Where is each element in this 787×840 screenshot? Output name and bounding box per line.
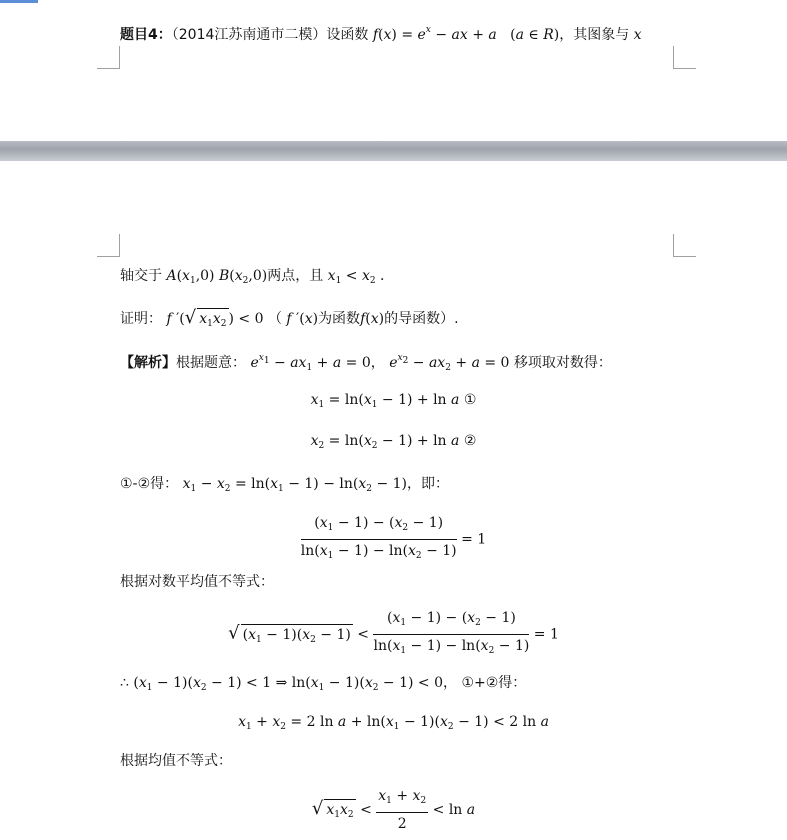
equation-2: $x_2 = \ln(x_2 - 1) + \ln a$ ② bbox=[310, 433, 477, 451]
crop-mark-top-left bbox=[97, 46, 120, 69]
prove-expression: f ′(√ $x_1x_2$ ) < 0 bbox=[166, 311, 263, 327]
document-page-1 bbox=[0, 0, 787, 141]
log-mean-inequality: √ $(x_1 - 1)(x_2 - 1)$ < $\frac{(x_1 - 1) - (x_2 - 1)}{\ln(x_1 - 1) - \ln(x_2 - 1)}$ = 1 bbox=[228, 610, 559, 656]
sum-equation: $x_1 + x_2 = 2$ $\ln a + \ln(x_1 - 1)(x_2 - 1) < 2$ ln a bbox=[238, 714, 549, 732]
active-tab-indicator bbox=[0, 0, 38, 3]
solution-label: 【解析】 bbox=[120, 355, 176, 371]
eq-a: $e^{x_1} - ax_1 + a = 0$ bbox=[250, 353, 371, 373]
problem-stem-line bbox=[120, 20, 642, 45]
function-definition: $f(x) = e^x$ − ax + a (a ∈ R) bbox=[372, 25, 560, 43]
paren-open: （ bbox=[267, 311, 282, 327]
stem-x: x bbox=[633, 27, 642, 43]
solution-intro: 根据题意： bbox=[176, 355, 246, 371]
equals-one: = 1 bbox=[461, 531, 487, 548]
problem-label: 题目4： bbox=[120, 27, 172, 43]
stem-after-func: ，其图象与 bbox=[559, 27, 630, 43]
eq-b: $e^{x_2} - ax_2 + a = 0$ bbox=[389, 353, 510, 373]
mean-inequality: √ $x_1x_2$ < $\frac{x_1 + x_2}{2}$ < ln a bbox=[311, 788, 476, 832]
therefore-expr: ∴ $(x_1 - 1)(x_2 - 1) < 1$ ⇒ $\ln(x_1 - 1)(x_2 - 1) < 0$ bbox=[120, 675, 443, 693]
order-expression: $x_1 < x_2$ . bbox=[327, 268, 385, 286]
function-expr: f(x) bbox=[360, 311, 385, 327]
difference-line bbox=[120, 474, 449, 499]
mean-label: 根据均值不等式： bbox=[120, 753, 232, 769]
mean-label-line bbox=[120, 751, 232, 771]
log-mean-label-line bbox=[120, 572, 274, 592]
problem-source: （2014江苏南通市二模） bbox=[171, 27, 327, 43]
eq2-tag: ② bbox=[463, 433, 477, 449]
crop-mark-top-right bbox=[673, 46, 696, 69]
axis-intersect-text: 轴交于 bbox=[120, 268, 162, 284]
crop-mark-top-left-2 bbox=[97, 234, 120, 257]
comma-2: ， bbox=[443, 675, 457, 691]
eq1-tag: ① bbox=[463, 392, 477, 408]
stem-prefix: 设函数 bbox=[326, 27, 369, 43]
fraction: $\frac{(x_1 - 1) - (x_2 - 1)}{\ln(x_1 - 1) - \ln(x_2 - 1)}$ bbox=[300, 515, 457, 561]
page-gap bbox=[0, 141, 787, 161]
is-function-text: 为函数 bbox=[318, 311, 361, 327]
points-expression: $A(x_1,0)$ $B(x_2,0)$ bbox=[166, 268, 268, 286]
derivative-text: 的导函数）. bbox=[384, 311, 459, 327]
difference-tag: ①-②得： bbox=[120, 476, 179, 492]
log-mean-label: 根据对数平均值不等式： bbox=[120, 574, 274, 590]
difference-expr: $x_1 - x_2 = \ln(x_1 - 1) - \ln(x_2 - 1)$ bbox=[182, 476, 407, 494]
prove-line bbox=[120, 308, 459, 334]
derivative-expr: f ′(x) bbox=[286, 311, 319, 327]
crop-mark-top-right-2 bbox=[673, 234, 696, 257]
document-page-2 bbox=[0, 161, 787, 840]
sum-tag: ①+②得： bbox=[461, 675, 527, 691]
prove-label: 证明： bbox=[120, 311, 162, 327]
solution-line bbox=[120, 348, 612, 378]
move-log-text: 移项取对数得： bbox=[513, 355, 612, 371]
equation-1: $x_1 = \ln(x_1 - 1) + \ln a$ ① bbox=[310, 392, 477, 410]
intersect-line bbox=[120, 266, 384, 291]
ji-text: ，即： bbox=[407, 476, 449, 492]
therefore-line bbox=[120, 673, 526, 698]
comma-1: ， bbox=[370, 355, 385, 371]
fraction-equation bbox=[0, 513, 787, 566]
two-points-text: 两点，且 bbox=[267, 268, 324, 284]
